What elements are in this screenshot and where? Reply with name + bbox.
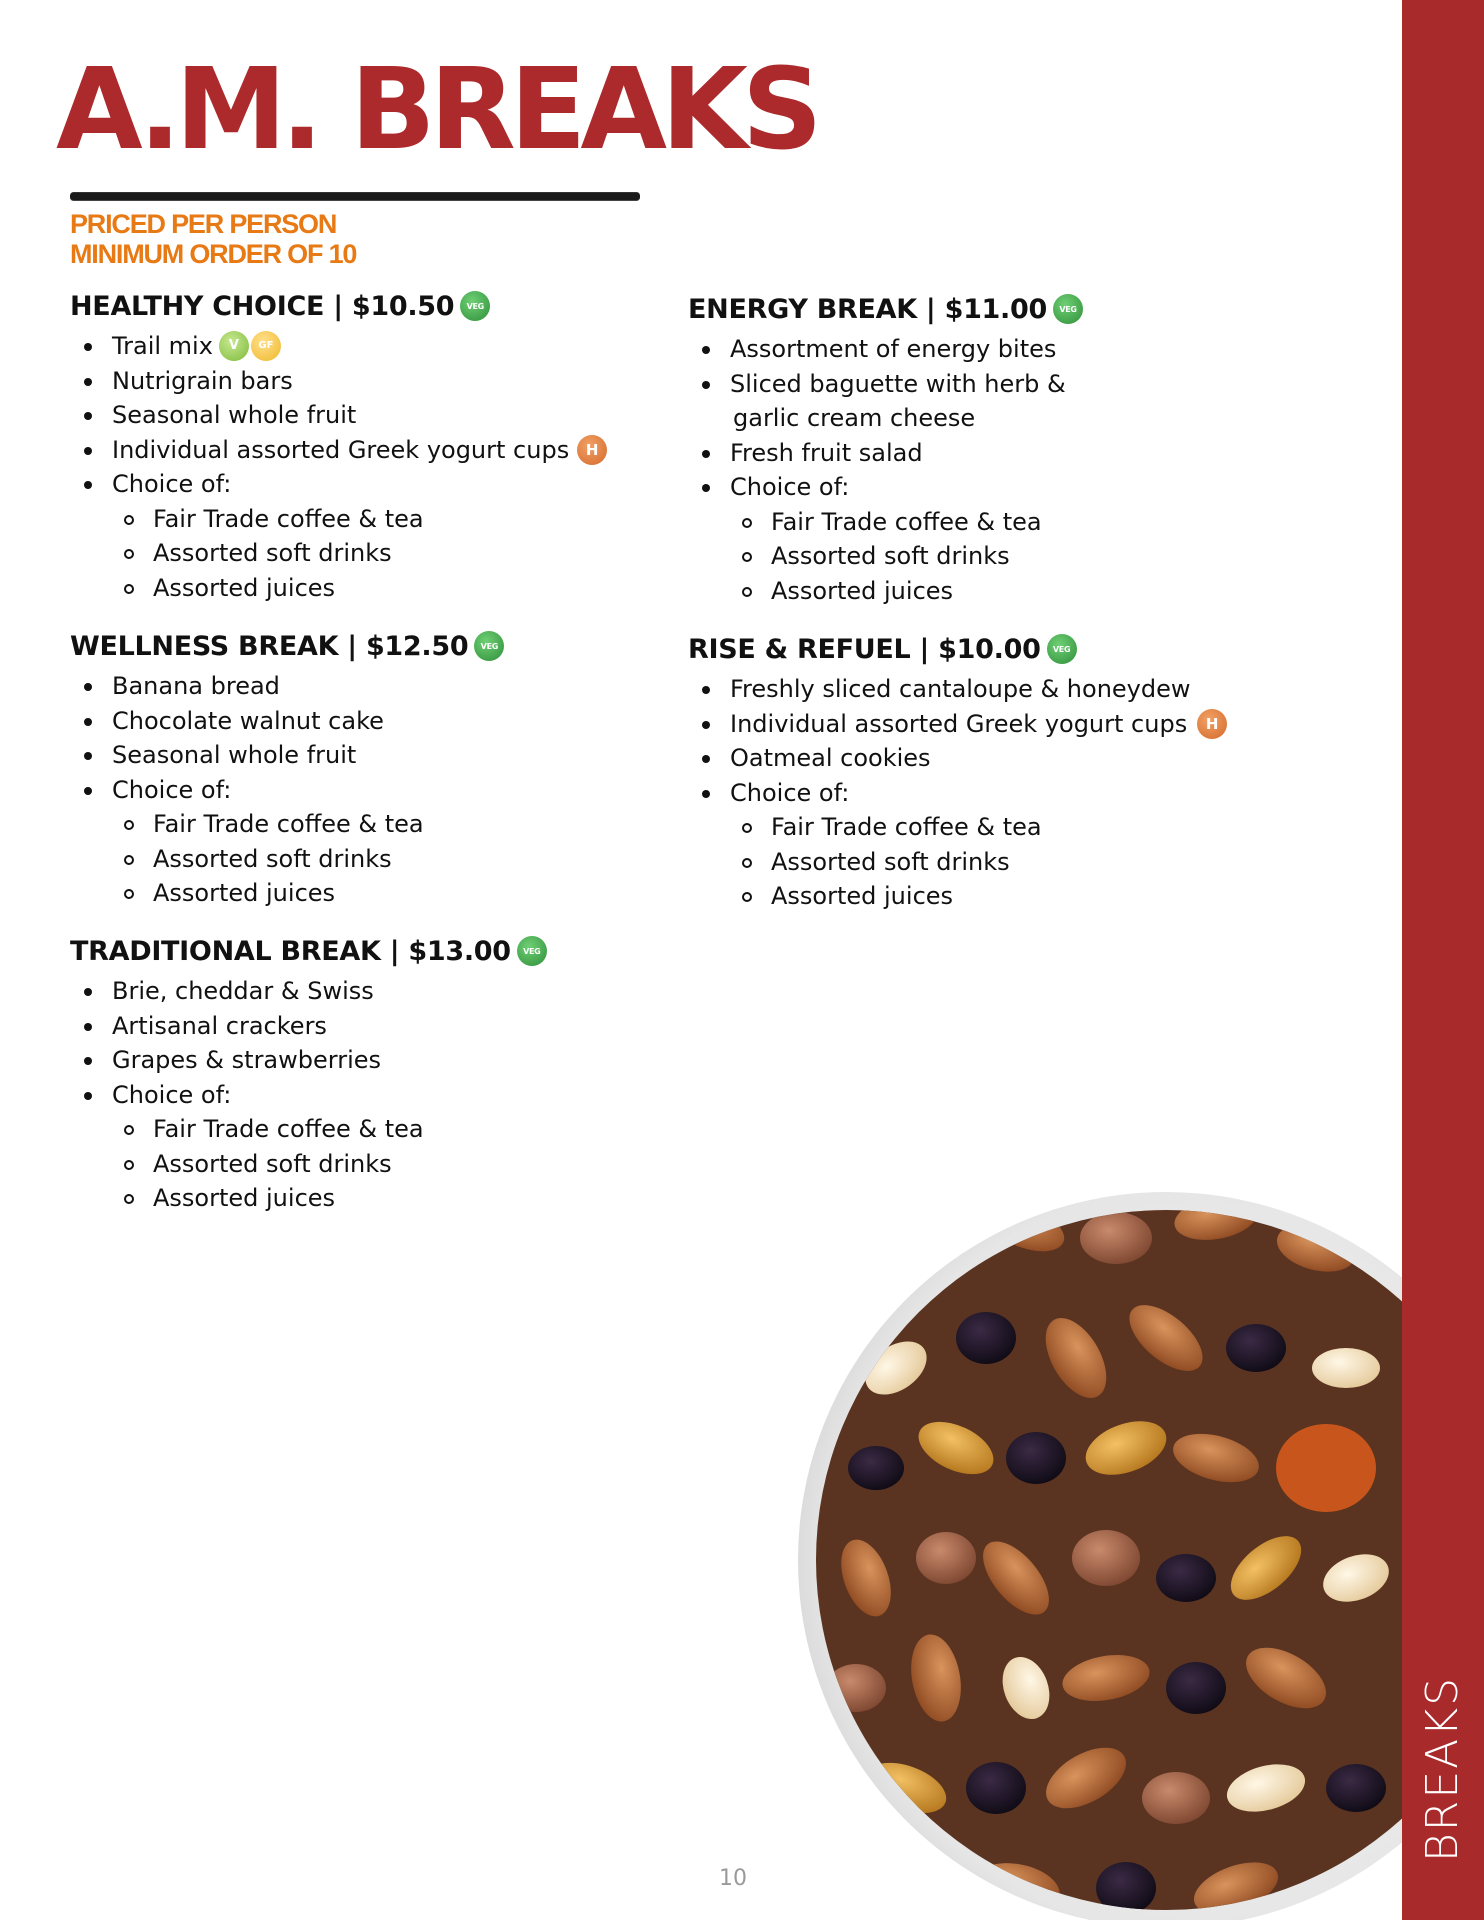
list-item xyxy=(688,707,1227,742)
choice-item: Fair Trade coffee & tea xyxy=(70,502,607,537)
veg-icon: VEG xyxy=(1047,634,1077,664)
list-item: Grapes & strawberries xyxy=(70,1043,547,1078)
section-healthy-choice xyxy=(70,287,607,605)
item-text: Individual assorted Greek yogurt cups xyxy=(112,435,570,464)
section-wellness-break xyxy=(70,627,504,911)
veg-icon: VEG xyxy=(474,631,504,661)
item-text: Trail mix xyxy=(112,332,213,360)
item-list xyxy=(70,329,607,605)
choice-item: Assorted soft drinks xyxy=(70,842,504,877)
section-tab-label: BREAKS xyxy=(1417,1675,1468,1862)
item-list xyxy=(70,669,504,911)
item-list xyxy=(70,974,547,1216)
choice-item: Assorted soft drinks xyxy=(688,845,1227,880)
section-heading xyxy=(70,287,607,325)
section-heading xyxy=(688,290,1083,328)
list-item xyxy=(70,433,607,468)
list-item: Choice of: xyxy=(70,1078,547,1113)
section-heading xyxy=(70,627,504,665)
list-item: Seasonal whole fruit xyxy=(70,738,504,773)
item-list xyxy=(688,332,1083,608)
gluten-free-icon: GF xyxy=(251,331,281,361)
choice-item: Fair Trade coffee & tea xyxy=(688,505,1083,540)
choice-item: Assorted juices xyxy=(70,876,504,911)
page-number: 10 xyxy=(719,1866,747,1891)
section-heading-text: HEALTHY CHOICE | $10.50 xyxy=(70,290,455,322)
choice-item: Fair Trade coffee & tea xyxy=(70,1112,547,1147)
choice-item: Assorted soft drinks xyxy=(70,536,607,571)
pricing-note xyxy=(70,209,356,269)
choice-item: Assorted juices xyxy=(70,1181,547,1216)
section-heading xyxy=(70,932,547,970)
section-tab-sidebar xyxy=(1402,0,1484,1920)
choice-item: Assorted juices xyxy=(70,571,607,606)
halal-icon: H xyxy=(577,435,607,465)
list-item: Choice of: xyxy=(688,470,1083,505)
choice-item: Assorted soft drinks xyxy=(70,1147,547,1182)
trail-mix-bowl-image xyxy=(786,1108,1402,1920)
pricing-note-line1: PRICED PER PERSON xyxy=(70,209,337,239)
list-item: Brie, cheddar & Swiss xyxy=(70,974,547,1009)
choice-item: Fair Trade coffee & tea xyxy=(688,810,1227,845)
list-item: Nutrigrain bars xyxy=(70,364,607,399)
list-item: Assortment of energy bites xyxy=(688,332,1083,367)
section-energy-break xyxy=(688,290,1083,608)
choice-item: Assorted juices xyxy=(688,879,1227,914)
section-heading-text: RISE & REFUEL | $10.00 xyxy=(688,633,1041,665)
list-item: Seasonal whole fruit xyxy=(70,398,607,433)
list-item: Freshly sliced cantaloupe & honeydew xyxy=(688,672,1227,707)
list-item: Fresh fruit salad xyxy=(688,436,1083,471)
title-underline xyxy=(70,193,640,200)
list-item xyxy=(70,329,607,364)
section-rise-refuel xyxy=(688,630,1227,914)
veg-icon: VEG xyxy=(517,936,547,966)
choice-item: Assorted juices xyxy=(688,574,1083,609)
veg-icon: VEG xyxy=(1053,294,1083,324)
list-item-continuation: garlic cream cheese xyxy=(733,404,976,432)
vegan-icon: V xyxy=(219,331,249,361)
item-list xyxy=(688,672,1227,914)
section-traditional-break xyxy=(70,932,547,1216)
list-item: Choice of: xyxy=(70,773,504,808)
list-item: Oatmeal cookies xyxy=(688,741,1227,776)
veg-icon: VEG xyxy=(460,291,490,321)
choice-item: Fair Trade coffee & tea xyxy=(70,807,504,842)
item-text: Individual assorted Greek yogurt cups xyxy=(730,709,1188,738)
list-item: Artisanal crackers xyxy=(70,1009,547,1044)
section-heading-text: WELLNESS BREAK | $12.50 xyxy=(70,630,469,662)
list-item: Banana bread xyxy=(70,669,504,704)
list-item: Choice of: xyxy=(70,467,607,502)
pricing-note-line2: MINIMUM ORDER OF 10 xyxy=(70,239,357,269)
list-item: Sliced baguette with herb & xyxy=(688,367,1083,402)
section-heading-text: TRADITIONAL BREAK | $13.00 xyxy=(70,935,511,967)
section-heading-text: ENERGY BREAK | $11.00 xyxy=(688,293,1047,325)
choice-item: Assorted soft drinks xyxy=(688,539,1083,574)
section-heading xyxy=(688,630,1227,668)
page-title: A.M. BREAKS xyxy=(56,45,817,175)
list-item: Chocolate walnut cake xyxy=(70,704,504,739)
halal-icon: H xyxy=(1197,709,1227,739)
list-item: Choice of: xyxy=(688,776,1227,811)
